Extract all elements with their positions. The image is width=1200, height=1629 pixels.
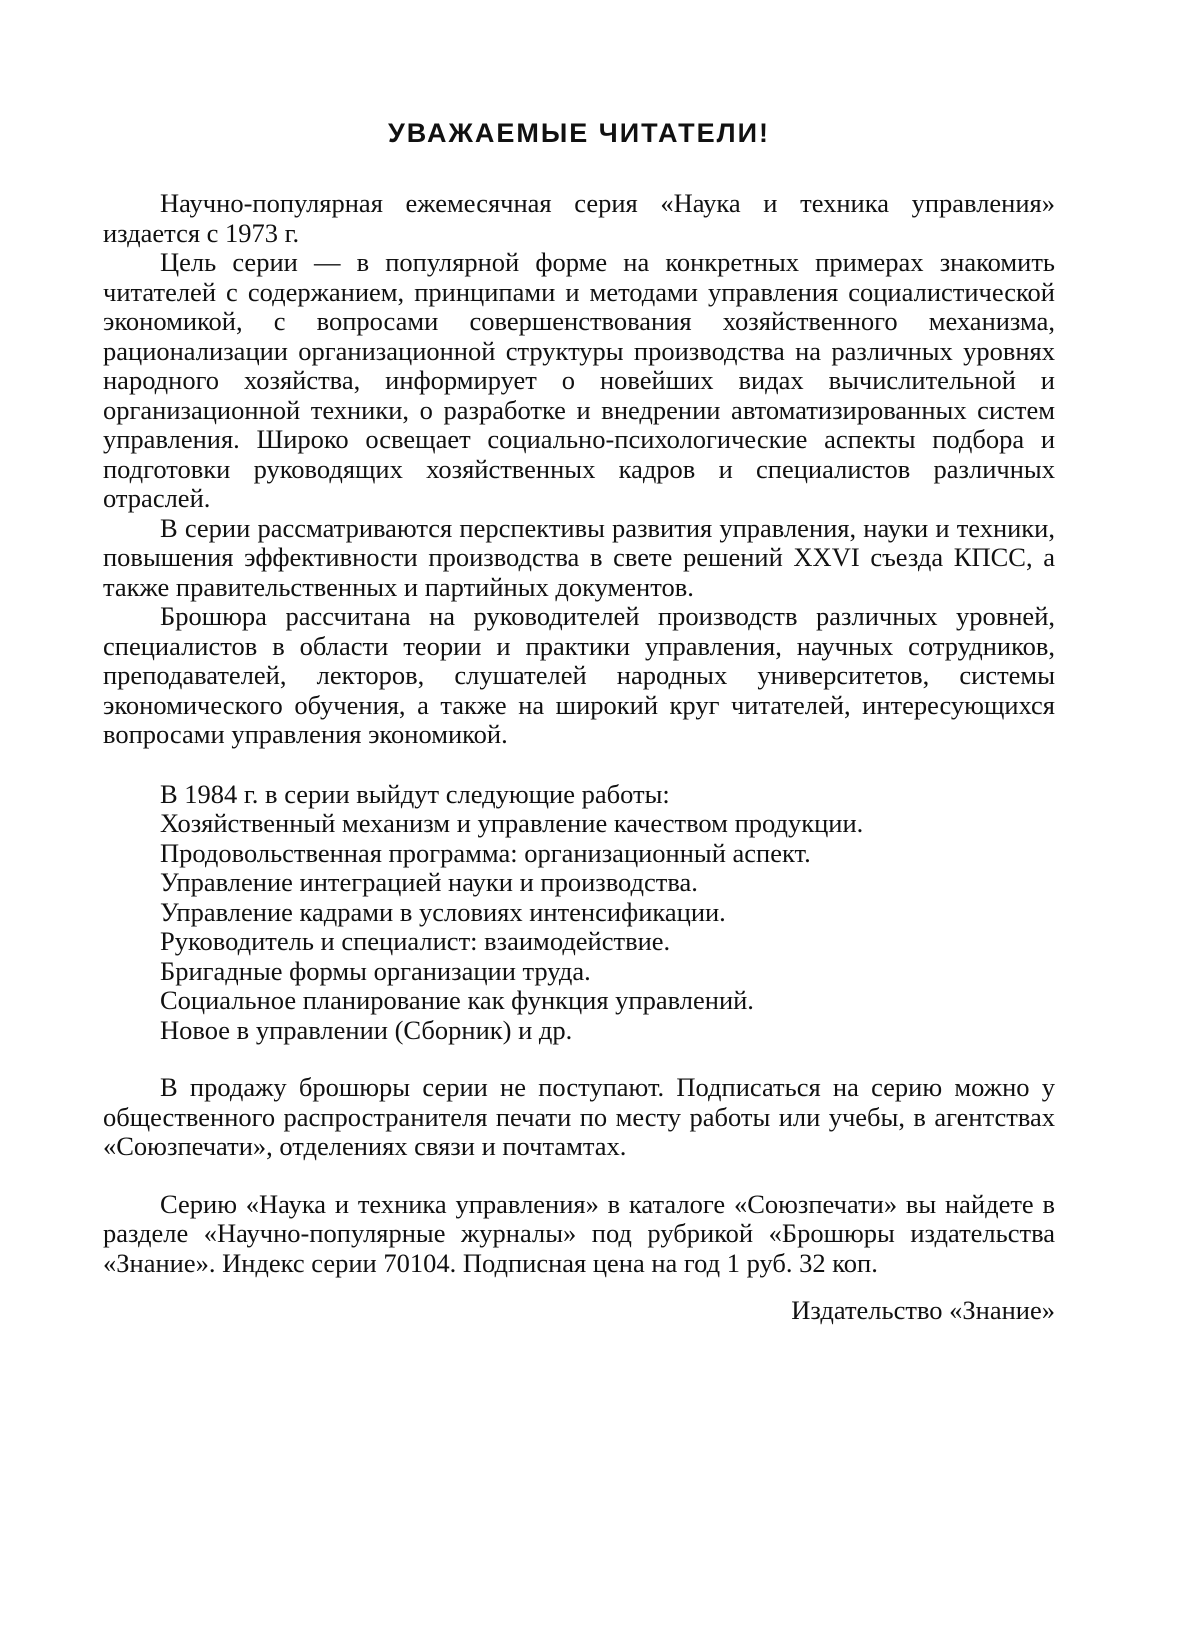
list-item: Бригадные формы организации труда. [160,955,591,986]
list-item: Руководитель и специалист: взаимодействие. [160,926,671,956]
list-item: Социальное планирование как функция управлений. [160,985,754,1015]
list-item: Хозяйственный механизм и управление качеством продукции. [160,808,864,838]
subscription-section [103,1073,1055,1162]
list-item: Управление кадрами в условиях интенсификации. [160,896,726,927]
paragraph-series-intro: Научно-популярная ежемесячная серия «Наука и техника управления» издается с 1973 г. [103,188,1055,248]
paragraph-series-topics: В серии рассматриваются перспективы развития управления, науки и техники, повышения эффективности производства в свете решений XXVI съезда КПСС, а также правительственных и партийных документов. [103,512,1055,602]
works-list [103,780,1055,1046]
paragraph-subscription: В продажу брошюры серии не поступают. Подписаться на серию можно у общественного распространителя печати по месту работы или учебы, в агентствах «Союзпечати», отделениях связи и почтамтах. [103,1072,1055,1161]
publisher-signature: Издательство «Знание» [791,1295,1055,1325]
list-item: Новое в управлении (Сборник) и др. [160,1014,573,1045]
paragraph-series-goal: Цель серии — в популярной форме на конкретных примерах знакомить читателей с содержанием, принципами и методами управления социалистической экономикой, с вопросами совершенствования хозяйственного механизма, рационализации организационной структуры производства на различных уровнях народного хозяйства, информирует о новейших видах вычислительной и организационной техники, о разработке и внедрении автоматизированных систем управления. Широко освещает социально-психологические аспекты подбора и подготовки руководящих хозяйственных кадров и специалистов различных отраслей. [103,247,1055,513]
list-item: Управление интеграцией науки и производства. [160,867,698,897]
intro-section [103,189,1055,750]
catalog-section [103,1190,1055,1279]
document-page [103,118,1055,1326]
list-item: Продовольственная программа: организационный аспект. [160,837,811,868]
paragraph-audience: Брошюра рассчитана на руководителей производств различных уровней, специалистов в области теории и практики управления, научных сотрудников, преподавателей, лекторов, слушателей народных университетов, системы экономического обучения, а также на широкий круг читателей, интересующихся вопросами управления экономикой. [103,601,1055,749]
page-title: УВАЖАЕМЫЕ ЧИТАТЕЛИ! [388,118,770,148]
paragraph-catalog: Серию «Наука и техника управления» в каталоге «Союзпечати» вы найдете в разделе «Научно-популярные журналы» под рубрикой «Брошюры издательства «Знание». Индекс серии 70104. Подписная цена на год 1 руб. 32 коп. [103,1188,1055,1278]
works-list-heading: В 1984 г. в серии выйдут следующие работы: [160,778,670,809]
